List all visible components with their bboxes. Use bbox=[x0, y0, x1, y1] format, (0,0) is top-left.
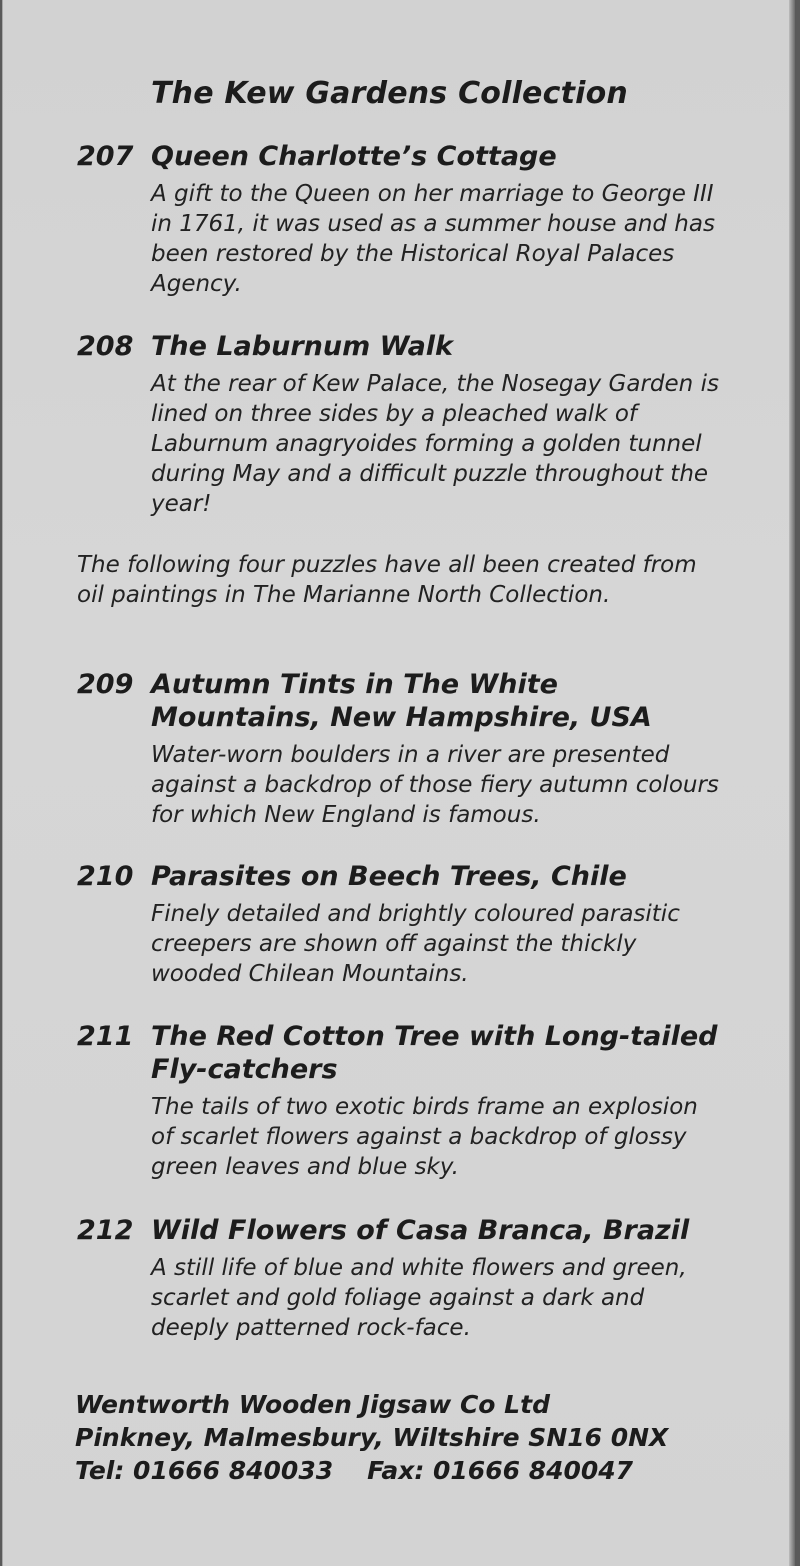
entry-number: 210 bbox=[77, 861, 134, 892]
list-item-210 bbox=[77, 860, 727, 989]
list-item-212 bbox=[77, 1214, 727, 1343]
entry-heading bbox=[77, 668, 727, 734]
entry-name: The Red Cotton Tree with Long-tailed Fly-catchers bbox=[151, 1021, 718, 1085]
entry-number: 211 bbox=[77, 1021, 134, 1052]
entry-description: A still life of blue and white flowers and green, scarlet and gold foliage against a dark and deeply patterned rock-face. bbox=[151, 1255, 687, 1341]
catalogue-card bbox=[2, 0, 795, 1566]
entry-heading bbox=[77, 140, 727, 173]
contact-numbers bbox=[75, 1454, 755, 1487]
entry-name: Autumn Tints in The White Mountains, New Hampshire, USA bbox=[151, 669, 652, 733]
entry-description: A gift to the Queen on her marriage to George III in 1761, it was used as a summer house and has been restored by the Historical Royal Palaces Agency. bbox=[151, 181, 715, 297]
entry-number: 212 bbox=[77, 1215, 134, 1246]
company-address: Pinkney, Malmesbury, Wiltshire SN16 0NX bbox=[75, 1423, 669, 1452]
list-item-208 bbox=[77, 330, 727, 519]
entry-name: Wild Flowers of Casa Branca, Brazil bbox=[151, 1215, 690, 1246]
entry-name: Queen Charlotte’s Cottage bbox=[151, 141, 557, 172]
entry-heading bbox=[77, 330, 727, 363]
entry-heading bbox=[77, 1214, 727, 1247]
list-item-207 bbox=[77, 140, 727, 299]
entry-name: Parasites on Beech Trees, Chile bbox=[151, 861, 627, 892]
fax-number: Fax: 01666 840047 bbox=[367, 1456, 634, 1485]
collection-intro: The following four puzzles have all been created from oil paintings in The Marianne North Collection. bbox=[77, 552, 697, 608]
company-name: Wentworth Wooden Jigsaw Co Ltd bbox=[75, 1390, 550, 1419]
entry-description: Finely detailed and brightly coloured parasitic creepers are shown off against the thickly wooded Chilean Mountains. bbox=[151, 901, 680, 987]
list-item-209 bbox=[77, 668, 727, 830]
page-title: The Kew Gardens Collection bbox=[151, 76, 628, 111]
entry-description: The tails of two exotic birds frame an explosion of scarlet flowers against a backdrop of glossy green leaves and blue sky. bbox=[151, 1094, 698, 1180]
entry-name: The Laburnum Walk bbox=[151, 331, 453, 362]
company-contact bbox=[75, 1388, 755, 1487]
entry-number: 207 bbox=[77, 141, 134, 172]
list-item-211 bbox=[77, 1020, 727, 1182]
card-edge-shadow bbox=[789, 0, 795, 1566]
entry-heading bbox=[77, 860, 727, 893]
entry-description: Water-worn boulders in a river are presented against a backdrop of those fiery autumn colours for which New England is famous. bbox=[151, 742, 719, 828]
entry-number: 209 bbox=[77, 669, 134, 700]
entry-heading bbox=[77, 1020, 727, 1086]
entry-number: 208 bbox=[77, 331, 134, 362]
telephone-number: Tel: 01666 840033 bbox=[75, 1456, 334, 1485]
entry-description: At the rear of Kew Palace, the Nosegay Garden is lined on three sides by a pleached walk of Laburnum anagryoides forming a golden tunnel during May and a difficult puzzle throughout the year! bbox=[151, 371, 719, 517]
